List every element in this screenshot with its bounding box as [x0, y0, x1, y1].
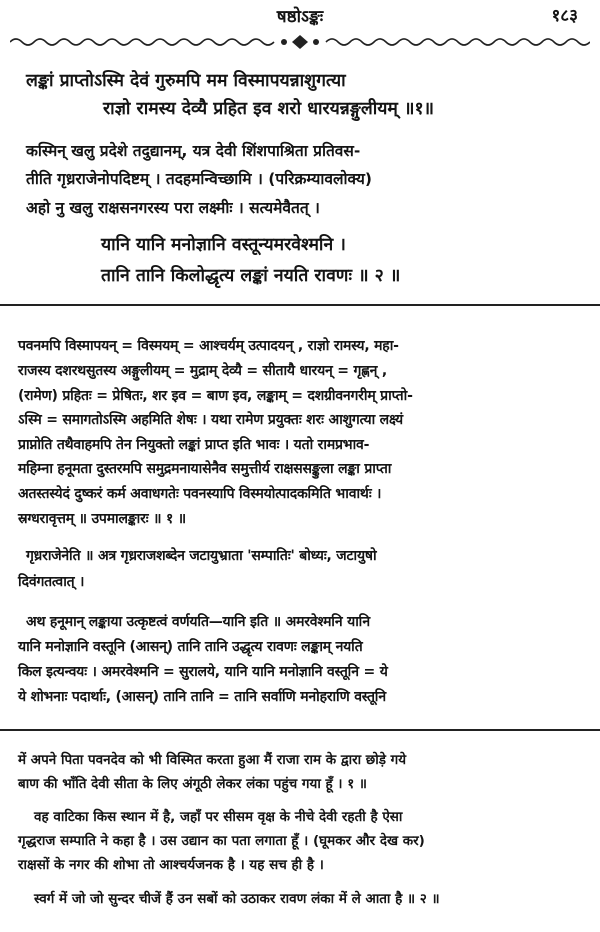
commentary-line: प्राप्नोति तथैवाहमपि तेन नियुक्तो लङ्कां प्राप्त इति भावः । यतो रामप्रभाव-: [18, 437, 370, 453]
prose-line: अहो नु खलु राक्षसनगरस्य परा लक्ष्मीः । सत्यमेवैतत् ।: [26, 199, 320, 217]
commentary-line: स्रग्धरावृत्तम् ॥ उपमालङ्कारः ॥ १ ॥: [18, 511, 186, 527]
verse-line: लङ्कां प्राप्तोऽस्मि देवं गुरुमपि मम विस्मापयन्नाशुगत्या: [26, 71, 346, 91]
verse-line: राज्ञो रामस्य देव्यै प्रहित इव शरो धारयन्नङ्गुलीयम् ॥१॥: [103, 99, 435, 119]
prose-line: कस्मिन् खलु प्रदेशे तदुद्यानम्, यत्र देवी शिंशपाश्रिता प्रतिवस-: [26, 142, 361, 160]
page-header: [0, 0, 600, 34]
commentary-line: गृध्रराजेनेति ॥ अत्र गृध्रराजशब्देन जटायुभ्राता 'सम्पातिः' बोध्यः, जटायुषो: [26, 548, 377, 564]
section-divider: [0, 729, 600, 731]
commentary-line: किल इत्यन्वयः । अमरवेश्मनि = सुरालये, यानि यानि मनोज्ञानि वस्तूनि = ये: [18, 664, 388, 680]
translation-line: राक्षसों के नगर की शोभा तो आश्चर्यजनक है । यह सच ही है ।: [18, 857, 324, 873]
translation-line: वह वाटिका किस स्थान में है, जहाँ पर सीसम वृक्ष के नीचे देवी रहती है ऐसा: [34, 809, 403, 825]
translation-line: गृद्धराज सम्पाति ने कहा है । उस उद्यान का पता लगाता हूँ । (घूमकर और देख कर): [18, 833, 425, 849]
commentary-line: (रामेण) प्रहितः = प्रेषितः, शर इव = बाण इव, लङ्काम् = दशग्रीवनगरीम् प्राप्तो-: [18, 388, 413, 404]
commentary-line: राजस्य दशरथसुतस्य अङ्गुलीयम् = मुद्राम् देव्यै = सीतायै धारयन् = गृह्णन् ,: [18, 363, 388, 379]
prose-line: तीति गृध्रराजेनोपदिष्टम् । तदहमन्विच्छामि । (परिक्रम्यावलोक्य): [26, 170, 372, 188]
page-number: १८३: [551, 6, 578, 26]
translation-line: में अपने पिता पवनदेव को भी विस्मित करता हुआ मैं राजा राम के द्वारा छोड़े गये: [18, 752, 407, 768]
commentary-line: दिवंगतत्वात् ।: [18, 574, 85, 590]
commentary-line: महिम्ना हनूमता दुस्तरमपि समुद्रमनायासेनैव समुत्तीर्य राक्षससङ्कुला लङ्का प्राप्ता: [18, 461, 392, 477]
act-title: षष्ठोऽङ्कः: [276, 7, 324, 27]
commentary-line: ये शोभनाः पदार्थाः, (आसन्) तानि तानि = तानि सर्वाणि मनोहराणि वस्तूनि: [18, 689, 387, 705]
commentary-line: ऽस्मि = समागतोऽस्मि अहमिति शेषः । यथा रामेण प्रयुक्तः शरः आशुगत्या लक्ष्यं: [18, 412, 403, 428]
translation-line: स्वर्ग में जो जो सुन्दर चीजें हैं उन सबों को उठाकर रावण लंका में ले आता है ॥ २ ॥: [34, 891, 440, 907]
diamond-ornament-icon: [281, 35, 319, 49]
commentary-line: अथ हनूमान् लङ्काया उत्कृष्टत्वं वर्णयति—यानि इति ॥ अमरवेश्मनि यानि: [26, 614, 370, 630]
commentary-line: यानि मनोज्ञानि वस्तूनि (आसन्) तानि तानि उद्धृत्य रावणः लङ्काम् नयति: [18, 639, 363, 655]
verse-line: तानि तानि किलोद्धृत्य लङ्कां नयति रावणः ॥ २ ॥: [101, 266, 401, 286]
translation-line: बाण की भाँति देवी सीता के लिए अंगूठी लेकर लंका पहुंच गया हूँ । १ ॥: [18, 776, 368, 792]
section-divider: [0, 304, 600, 306]
commentary-line: अतस्तस्येदं दुष्करं कर्म अवाधगतेः पवनस्यापि विस्मयोत्पादकमिति भावार्थः ।: [18, 486, 382, 502]
verse-line: यानि यानि मनोज्ञानि वस्तून्यमरवेश्मनि ।: [101, 235, 346, 255]
commentary-line: पवनमपि विस्मापयन् = विस्मयम् = आश्चर्यम् उत्पादयन् , राज्ञो रामस्य, महा-: [18, 338, 399, 354]
ornamental-divider: [10, 34, 590, 50]
